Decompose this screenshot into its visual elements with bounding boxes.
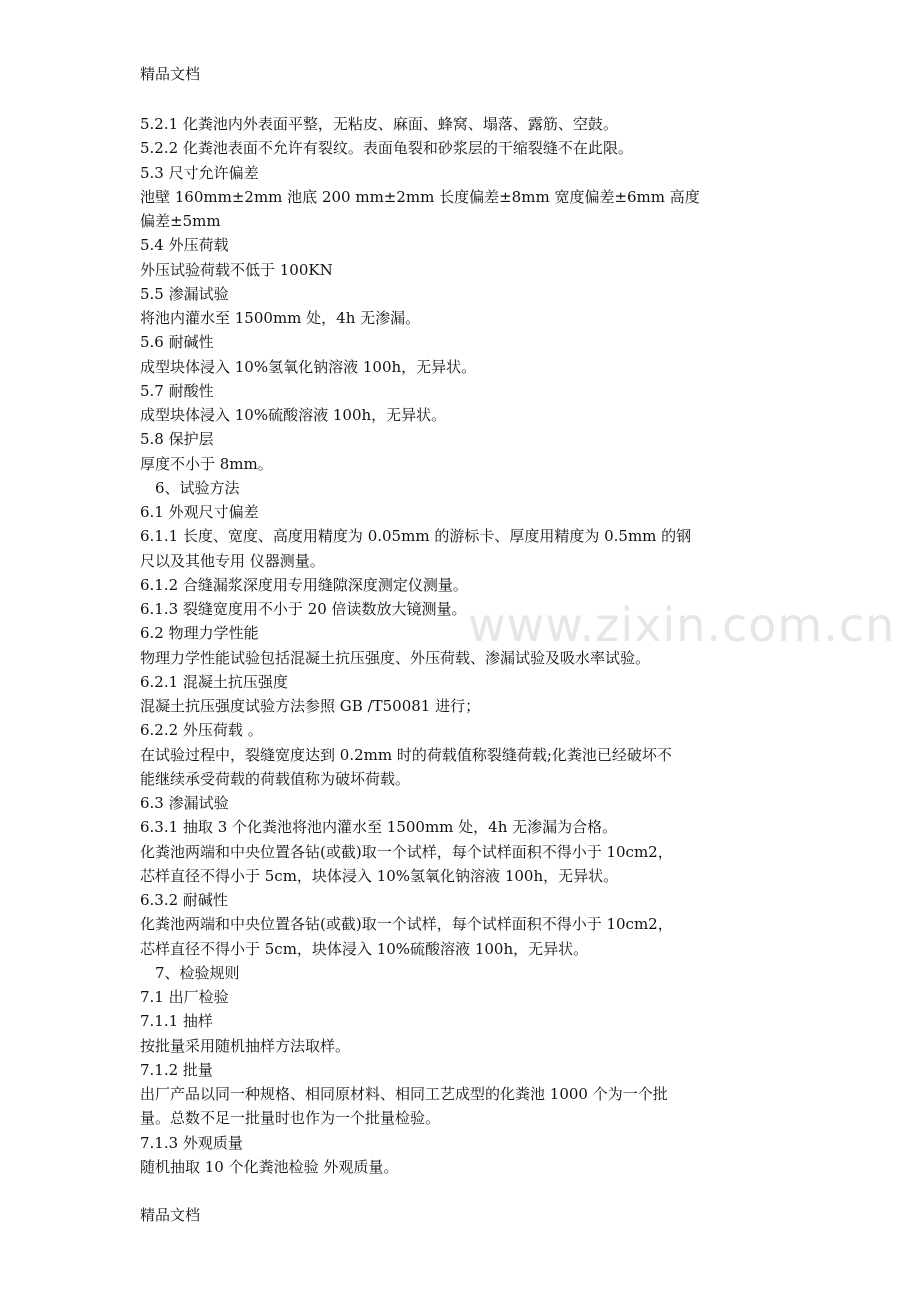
body-text-line: 按批量采用随机抽样方法取样。 xyxy=(140,1036,351,1055)
body-text-line: 5.2.2 化粪池表面不允许有裂纹。表面龟裂和砂浆层的干缩裂缝不在此限。 xyxy=(140,139,633,158)
body-text-line: 在试验过程中，裂缝宽度达到 0.2mm 时的荷载值称裂缝荷载;化粪池已经破坏不 xyxy=(140,745,672,764)
body-text-line: 量。总数不足一批量时也作为一个批量检验。 xyxy=(140,1109,441,1128)
section-title: 7、检验规则 xyxy=(155,963,240,982)
clause-heading: 6.2.1 混凝土抗压强度 xyxy=(140,672,288,691)
body-text-line: 5.2.1 化粪池内外表面平整，无粘皮、麻面、蜂窝、塌落、露筋、空鼓。 xyxy=(140,115,618,133)
body-text-line: 偏差±5mm xyxy=(140,212,221,230)
body-text-line: 能继续承受荷载的荷载值称为破坏荷载。 xyxy=(140,769,411,788)
body-text-line: 6.1.2 合缝漏浆深度用专用缝隙深度测定仪测量。 xyxy=(140,575,468,594)
clause-heading: 6.2 物理力学性能 xyxy=(140,624,259,643)
body-text-line: 物理力学性能试验包括混凝土抗压强度、外压荷载、渗漏试验及吸水率试验。 xyxy=(140,648,651,667)
section-title: 6、试验方法 xyxy=(155,478,240,497)
clause-heading: 6.3.2 耐碱性 xyxy=(140,891,228,909)
body-text-line: 随机抽取 10 个化粪池检验 外观质量。 xyxy=(140,1157,399,1176)
clause-heading: 5.7 耐酸性 xyxy=(140,381,214,400)
body-text-line: 混凝土抗压强度试验方法参照 GB /T50081 进行； xyxy=(140,697,481,715)
document-body xyxy=(140,112,790,1179)
body-text-line: 池壁 160mm±2mm 池底 200 mm±2mm 长度偏差±8mm 宽度偏差±6mm 高度 xyxy=(140,187,700,206)
clause-heading: 5.4 外压荷载 xyxy=(140,236,229,255)
body-text-line: 6.1.1 长度、宽度、高度用精度为 0.05mm 的游标卡、厚度用精度为 0.5mm 的钢 xyxy=(140,527,692,546)
body-text-line: 成型块体浸入 10%氢氧化钠溶液 100h，无异状。 xyxy=(140,357,477,376)
body-text-line: 芯样直径不得小于 5cm，块体浸入 10%氢氧化钠溶液 100h，无异状。 xyxy=(140,866,619,885)
body-text-line: 成型块体浸入 10%硫酸溶液 100h，无异状。 xyxy=(140,406,447,424)
clause-heading: 5.3 尺寸允许偏差 xyxy=(140,163,259,182)
clause-heading: 6.1 外观尺寸偏差 xyxy=(140,503,259,521)
clause-heading: 6.3 渗漏试验 xyxy=(140,794,229,812)
body-text-line: 6.3.1 抽取 3 个化粪池将池内灌水至 1500mm 处，4h 无渗漏为合格。 xyxy=(140,818,618,837)
clause-heading: 7.1.1 抽样 xyxy=(140,1012,213,1031)
page-footer: 精品文档 xyxy=(140,1206,201,1224)
body-text-line: 尺以及其他专用 仪器测量。 xyxy=(140,551,325,570)
body-text-line: 化粪池两端和中央位置各钻(或截)取一个试样，每个试样面积不得小于 10cm2， xyxy=(140,915,673,934)
page-header: 精品文档 xyxy=(140,65,201,83)
clause-heading: 5.6 耐碱性 xyxy=(140,333,214,352)
body-text-line: 厚度不小于 8mm。 xyxy=(140,454,273,473)
clause-heading: 7.1 出厂检验 xyxy=(140,988,229,1006)
watermark: www.zixin.com.cn xyxy=(468,598,896,652)
body-text-line: 出厂产品以同一种规格、相同原材料、相同工艺成型的化粪池 1000 个为一个批 xyxy=(140,1085,668,1103)
clause-heading: 7.1.3 外观质量 xyxy=(140,1133,243,1152)
body-text-line: 化粪池两端和中央位置各钻(或截)取一个试样，每个试样面积不得小于 10cm2， xyxy=(140,842,673,861)
clause-heading: 5.5 渗漏试验 xyxy=(140,284,229,303)
body-text-line: 芯样直径不得小于 5cm，块体浸入 10%硫酸溶液 100h，无异状。 xyxy=(140,939,589,958)
clause-heading: 6.2.2 外压荷载 。 xyxy=(140,721,263,740)
body-text-line: 将池内灌水至 1500mm 处，4h 无渗漏。 xyxy=(140,309,421,327)
body-text-line: 外压试验荷载不低于 100KN xyxy=(140,260,333,279)
clause-heading: 7.1.2 批量 xyxy=(140,1060,213,1079)
clause-heading: 5.8 保护层 xyxy=(140,430,214,449)
body-text-line: 6.1.3 裂缝宽度用不小于 20 倍读数放大镜测量。 xyxy=(140,600,467,618)
